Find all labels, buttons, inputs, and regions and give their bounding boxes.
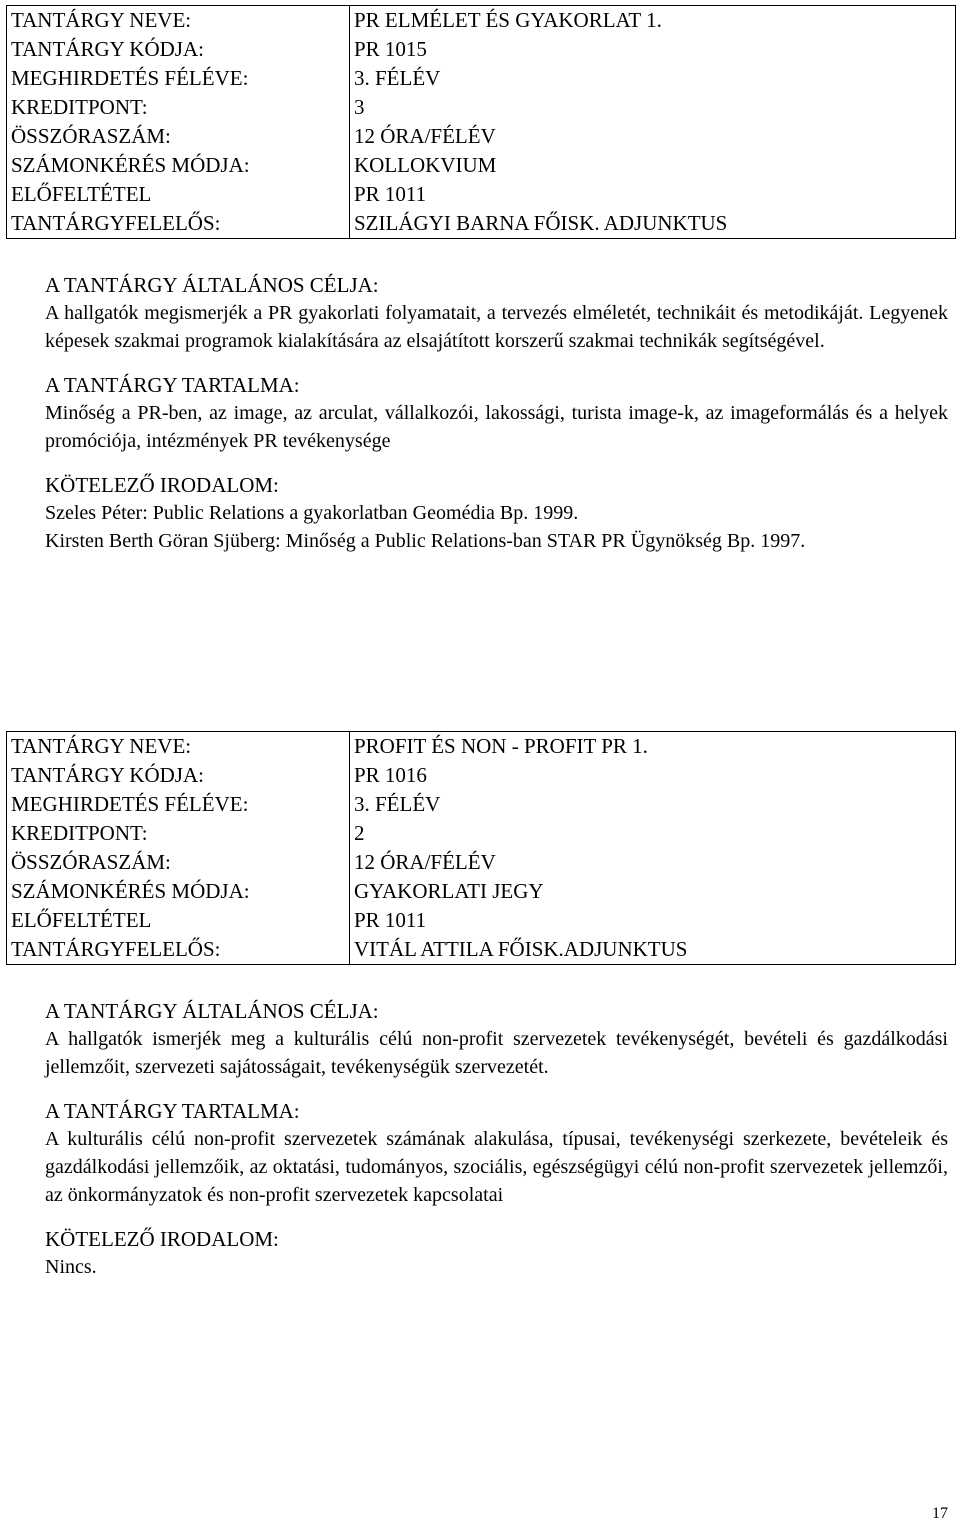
field-value: PR 1011 [350,180,956,209]
field-value: PR 1016 [350,761,956,790]
field-label: KREDITPONT: [7,819,350,848]
goal-heading: A TANTÁRGY ÁLTALÁNOS CÉLJA: [45,999,379,1023]
field-value: KOLLOKVIUM [350,151,956,180]
field-value: PR 1011 [350,906,956,935]
course-info-table [6,5,956,239]
table-row [7,122,956,151]
field-label: TANTÁRGYFELELŐS: [7,935,350,965]
field-label: MEGHIRDETÉS FÉLÉVE: [7,790,350,819]
field-label: MEGHIRDETÉS FÉLÉVE: [7,64,350,93]
course-description [6,997,956,1281]
field-label: ELŐFELTÉTEL [7,180,350,209]
field-label: SZÁMONKÉRÉS MÓDJA: [7,151,350,180]
table-row [7,761,956,790]
table-row [7,151,956,180]
field-label: ÖSSZÓRASZÁM: [7,848,350,877]
content-text: A kulturális célú non-profit szervezetek számának alakulása, típusai, tevékenységi szerkezete, bevételeik és gazdálkodási jellemzőik, az oktatási, tudományos, szociális, egészségügyi célú non-profit szervezetek jellemzői, az önkormányzatok és non-profit szervezetek kapcsolatai [45,1128,948,1206]
table-row [7,64,956,93]
course-2 [6,731,956,1281]
field-value: 3 [350,93,956,122]
table-row [7,935,956,965]
field-label: TANTÁRGY NEVE: [7,6,350,36]
field-value: PROFIT ÉS NON - PROFIT PR 1. [350,732,956,762]
field-label: TANTÁRGY KÓDJA: [7,761,350,790]
field-label: TANTÁRGY KÓDJA: [7,35,350,64]
field-value: VITÁL ATTILA FŐISK.ADJUNKTUS [350,935,956,965]
content-heading: A TANTÁRGY TARTALMA: [45,1099,300,1123]
table-row [7,6,956,36]
field-label: ÖSSZÓRASZÁM: [7,122,350,151]
goal-text: A hallgatók megismerjék a PR gyakorlati folyamatait, a tervezés elméletét, technikáit és metodikáját. Legyenek képesek szakmai programok kialakítására az elsajátított korszerű szakmai technikák segítségével. [45,302,948,352]
literature-item: Szeles Péter: Public Relations a gyakorlatban Geomédia Bp. 1999. [45,502,579,524]
table-row [7,180,956,209]
field-value: 2 [350,819,956,848]
field-value: PR 1015 [350,35,956,64]
table-row [7,35,956,64]
table-row [7,848,956,877]
literature-item: Nincs. [45,1256,97,1278]
table-row [7,93,956,122]
field-label: TANTÁRGYFELELŐS: [7,209,350,239]
content-text: Minőség a PR-ben, az image, az arculat, vállalkozói, lakossági, turista image-k, az imageformálás és a helyek promóciója, intézmények PR tevékenysége [45,402,948,452]
field-label: SZÁMONKÉRÉS MÓDJA: [7,877,350,906]
field-value: PR ELMÉLET ÉS GYAKORLAT 1. [350,6,956,36]
literature-item: Kirsten Berth Göran Sjüberg: Minőség a Public Relations-ban STAR PR Ügynökség Bp. 1997. [45,530,806,552]
field-value: 3. FÉLÉV [350,790,956,819]
course-info-table [6,731,956,965]
field-value: GYAKORLATI JEGY [350,877,956,906]
course-1 [6,5,956,555]
field-value: 3. FÉLÉV [350,64,956,93]
field-label: KREDITPONT: [7,93,350,122]
table-row [7,906,956,935]
course-description [6,271,956,555]
table-row [7,877,956,906]
table-row [7,732,956,762]
field-value: 12 ÓRA/FÉLÉV [350,848,956,877]
field-label: TANTÁRGY NEVE: [7,732,350,762]
page-number: 17 [932,1505,948,1522]
goal-heading: A TANTÁRGY ÁLTALÁNOS CÉLJA: [45,273,379,297]
table-row [7,790,956,819]
table-row [7,209,956,239]
field-label: ELŐFELTÉTEL [7,906,350,935]
field-value: 12 ÓRA/FÉLÉV [350,122,956,151]
literature-heading: KÖTELEZŐ IRODALOM: [45,1227,279,1251]
literature-heading: KÖTELEZŐ IRODALOM: [45,473,279,497]
goal-text: A hallgatók ismerjék meg a kulturális célú non-profit szervezetek tevékenységét, bevételi és gazdálkodási jellemzőit, szervezeti sajátosságait, tevékenységük szervezetét. [45,1028,948,1078]
table-row [7,819,956,848]
field-value: SZILÁGYI BARNA FŐISK. ADJUNKTUS [350,209,956,239]
content-heading: A TANTÁRGY TARTALMA: [45,373,300,397]
